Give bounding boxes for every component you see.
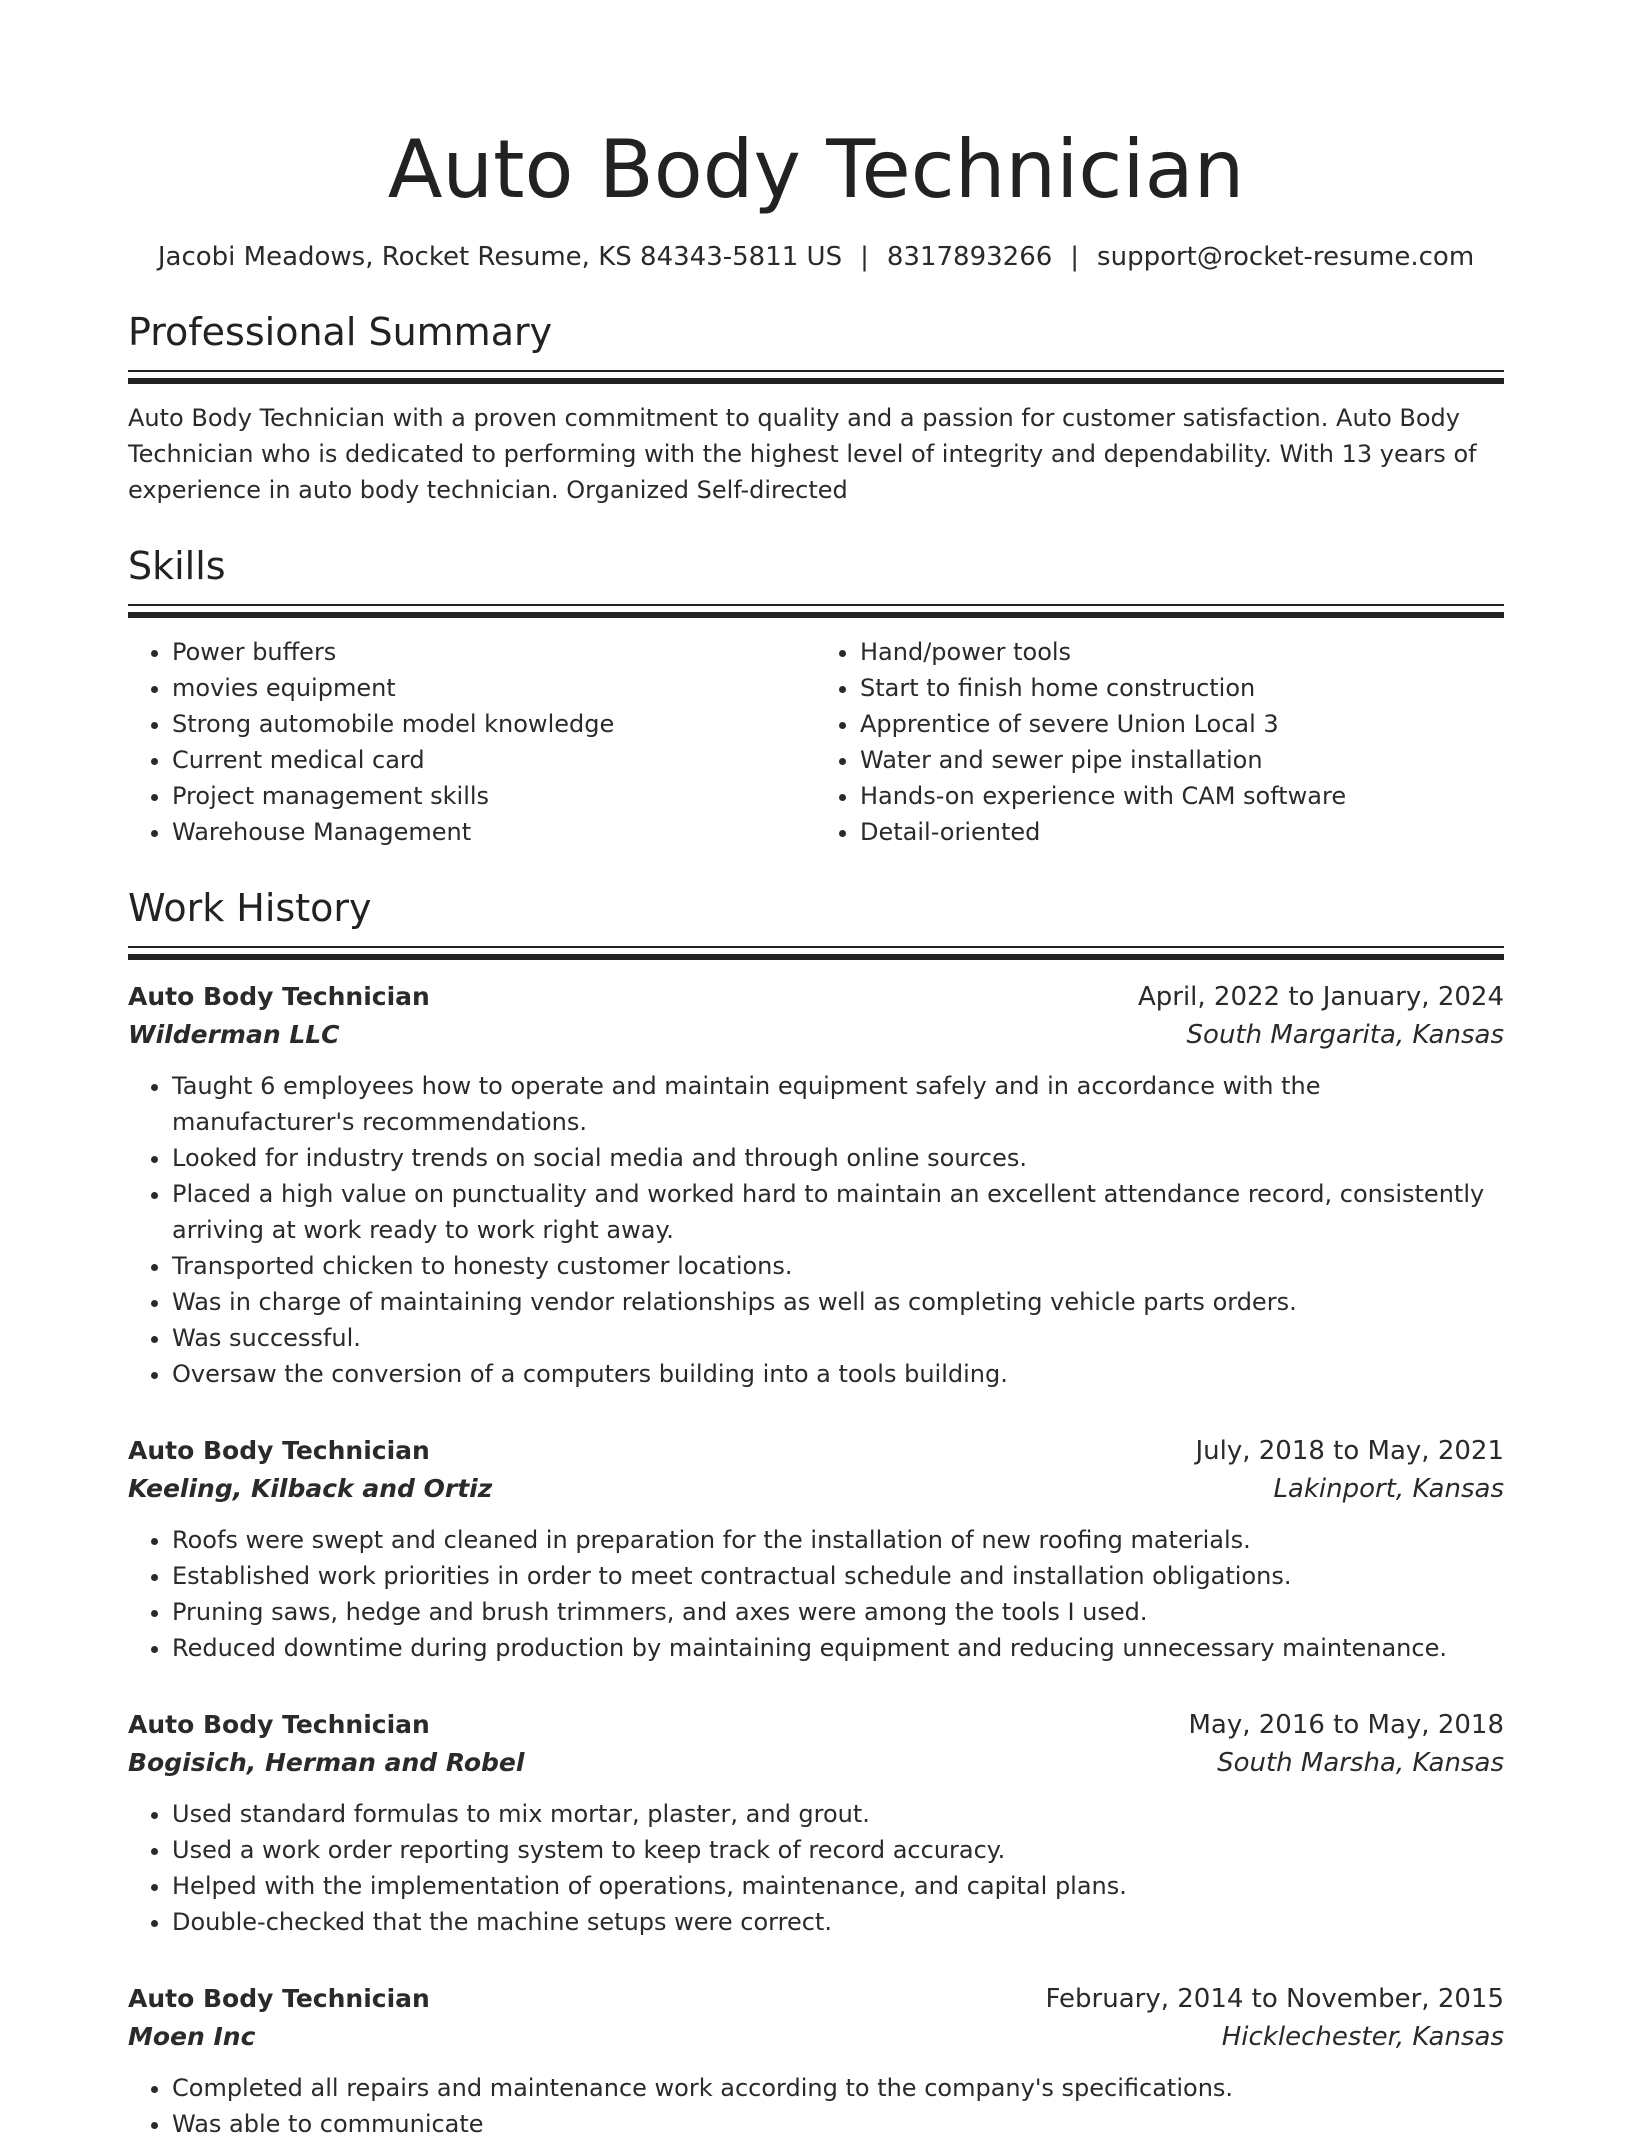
skill-item: • Current medical card xyxy=(172,742,816,778)
section-divider xyxy=(128,604,1504,618)
section-divider xyxy=(128,946,1504,960)
job-company: Wilderman LLC xyxy=(128,1020,340,1049)
skill-item: • Start to finish home construction xyxy=(860,670,1504,706)
job-bullet: • Was in charge of maintaining vendor relationships as well as completing vehicle parts orders. xyxy=(172,1284,1504,1320)
job-title: Auto Body Technician xyxy=(128,982,430,1011)
summary-section xyxy=(128,308,1504,508)
skill-item: • Apprentice of severe Union Local 3 xyxy=(860,706,1504,742)
summary-text: Auto Body Technician with a proven commitment to quality and a passion for customer satisfaction. Auto Body Technician who is dedicated to performing with the highest level of integrity and dependability. With 13 years of experience in auto body technician. Organized Self-directed xyxy=(128,404,1477,504)
skills-section xyxy=(128,542,1504,850)
job-title: Auto Body Technician xyxy=(128,1984,430,2013)
job-bullets xyxy=(128,1522,1504,1666)
job-bullet: • Completed all repairs and maintenance work according to the company's specifications. xyxy=(172,2070,1504,2106)
contact-email: support@rocket-resume.com xyxy=(1097,242,1475,272)
resume-title: Auto Body Technician xyxy=(387,123,1245,216)
skills-list-left xyxy=(128,634,816,850)
job-bullet: • Transported chicken to honesty customer locations. xyxy=(172,1248,1504,1284)
skill-item: • Detail-oriented xyxy=(860,814,1504,850)
skill-item: • movies equipment xyxy=(172,670,816,706)
skill-item: • Project management skills xyxy=(172,778,816,814)
contact-phone: 8317893266 xyxy=(886,242,1053,272)
job-bullets xyxy=(128,2070,1504,2142)
job-bullet: • Roofs were swept and cleaned in preparation for the installation of new roofing materials. xyxy=(172,1522,1504,1558)
job-bullet: • Was able to communicate xyxy=(172,2106,1504,2142)
job-bullet: • Reduced downtime during production by maintaining equipment and reducing unnecessary maintenance. xyxy=(172,1630,1504,1666)
job-bullet: • Double-checked that the machine setups were correct. xyxy=(172,1904,1504,1940)
job-bullet: • Taught 6 employees how to operate and maintain equipment safely and in accordance with the manufacturer's recommendations. xyxy=(172,1068,1504,1140)
skills-columns xyxy=(128,634,1504,850)
skill-item: • Warehouse Management xyxy=(172,814,816,850)
contact-separator: | xyxy=(1070,242,1080,272)
job-dates: February, 2014 to November, 2015 xyxy=(1045,1984,1504,2014)
work-history-heading: Work History xyxy=(128,886,372,930)
job-bullet: • Helped with the implementation of operations, maintenance, and capital plans. xyxy=(172,1868,1504,1904)
job-location: South Marsha, Kansas xyxy=(1217,1748,1504,1778)
job-location: Lakinport, Kansas xyxy=(1273,1474,1504,1504)
job-location: South Margarita, Kansas xyxy=(1186,1020,1504,1050)
skills-list-right xyxy=(816,634,1504,850)
job-entry xyxy=(128,1432,1504,1666)
work-history-section xyxy=(128,884,1504,2142)
contact-line xyxy=(128,240,1504,274)
job-bullet: • Pruning saws, hedge and brush trimmers, and axes were among the tools I used. xyxy=(172,1594,1504,1630)
job-bullet: • Established work priorities in order to meet contractual schedule and installation obligations. xyxy=(172,1558,1504,1594)
resume-content xyxy=(128,120,1504,2142)
job-bullet: • Used a work order reporting system to keep track of record accuracy. xyxy=(172,1832,1504,1868)
contact-address: Jacobi Meadows, Rocket Resume, KS 84343-5811 US xyxy=(157,242,843,272)
summary-heading: Professional Summary xyxy=(128,310,553,354)
job-entry xyxy=(128,1706,1504,1940)
job-dates: July, 2018 to May, 2021 xyxy=(1195,1436,1504,1466)
job-title: Auto Body Technician xyxy=(128,1710,430,1739)
job-entry xyxy=(128,978,1504,1392)
job-company: Keeling, Kilback and Ortiz xyxy=(128,1474,493,1503)
skill-item: • Hand/power tools xyxy=(860,634,1504,670)
job-bullet: • Was successful. xyxy=(172,1320,1504,1356)
job-bullet: • Placed a high value on punctuality and worked hard to maintain an excellent attendance record, consistently arriving at work ready to work right away. xyxy=(172,1176,1504,1248)
job-bullet: • Used standard formulas to mix mortar, plaster, and grout. xyxy=(172,1796,1504,1832)
skill-item: • Hands-on experience with CAM software xyxy=(860,778,1504,814)
job-entry xyxy=(128,1980,1504,2142)
job-dates: May, 2016 to May, 2018 xyxy=(1188,1710,1504,1740)
job-bullet: • Looked for industry trends on social media and through online sources. xyxy=(172,1140,1504,1176)
job-bullets xyxy=(128,1068,1504,1392)
job-title: Auto Body Technician xyxy=(128,1436,430,1465)
section-divider xyxy=(128,370,1504,384)
job-location: Hicklechester, Kansas xyxy=(1221,2022,1504,2052)
contact-separator: | xyxy=(860,242,869,272)
job-bullets xyxy=(128,1796,1504,1940)
job-company: Bogisich, Herman and Robel xyxy=(128,1748,525,1777)
job-dates: April, 2022 to January, 2024 xyxy=(1137,982,1504,1012)
job-company: Moen Inc xyxy=(128,2022,256,2051)
job-bullet: • Oversaw the conversion of a computers building into a tools building. xyxy=(172,1356,1504,1392)
skill-item: • Strong automobile model knowledge xyxy=(172,706,816,742)
skill-item: • Power buffers xyxy=(172,634,816,670)
skill-item: • Water and sewer pipe installation xyxy=(860,742,1504,778)
skills-heading: Skills xyxy=(128,544,226,588)
